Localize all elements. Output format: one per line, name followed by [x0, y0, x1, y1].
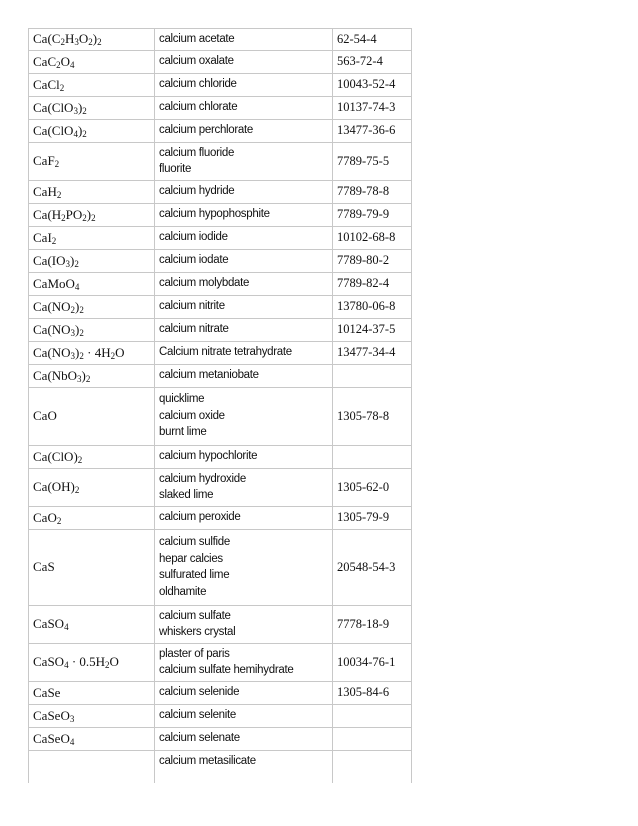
cas-number-cell: 7789-82-4 — [333, 272, 412, 295]
compound-name: oldhamite — [159, 585, 207, 598]
compound-name: calcium metaniobate — [159, 369, 259, 382]
formula-text: ) — [75, 298, 80, 314]
formula-subscript: 2 — [88, 37, 93, 48]
formula-text: CaCl — [33, 76, 60, 92]
formula-subscript: 4 — [64, 660, 69, 670]
formula-text: · 4H — [83, 344, 111, 360]
name-cell — [155, 704, 333, 727]
formula-cell — [29, 119, 155, 142]
cas-number-cell: 10137-74-3 — [333, 96, 412, 119]
formula-subscript: 2 — [60, 37, 65, 48]
formula-text: CaSO — [33, 616, 65, 631]
compound-name: Calcium nitrate tetrahydrate — [159, 346, 292, 359]
name-cell — [155, 529, 333, 605]
compound-name: calcium sulfide — [159, 536, 230, 548]
name-cell — [155, 29, 333, 51]
formula-subscript: 2 — [85, 373, 91, 384]
cas-number-cell — [333, 727, 412, 750]
name-cell — [155, 295, 333, 318]
formula-cell — [29, 704, 155, 727]
name-cell — [155, 142, 333, 180]
formula-text: Ca(IO — [33, 252, 66, 268]
formula-text: Ca(NbO — [33, 367, 78, 383]
table-row — [29, 119, 412, 142]
cas-number-cell: 1305-79-9 — [333, 506, 412, 529]
compound-name: burnt lime — [159, 426, 207, 439]
table-row — [29, 73, 412, 96]
compound-name: whiskers crystal — [159, 626, 236, 638]
formula-subscript: 3 — [70, 350, 76, 361]
name-cell — [155, 727, 333, 750]
formula-cell — [29, 468, 155, 506]
formula-cell — [29, 50, 155, 73]
cas-number-cell: 7789-78-8 — [333, 180, 412, 203]
formula-subscript: 2 — [56, 59, 61, 70]
formula-subscript: 3 — [70, 327, 76, 338]
table-row — [29, 387, 412, 445]
compound-name: calcium chloride — [159, 78, 237, 91]
formula-subscript: 2 — [56, 515, 62, 526]
cas-number-cell: 13477-36-6 — [333, 119, 412, 142]
formula-subscript: 2 — [105, 660, 110, 670]
formula-subscript: 2 — [51, 235, 57, 246]
formula-cell — [29, 605, 155, 643]
formula-subscript: 2 — [74, 485, 80, 495]
formula-cell — [29, 272, 155, 295]
name-cell — [155, 203, 333, 226]
formula-cell — [29, 318, 155, 341]
formula-subscript: 2 — [91, 212, 96, 223]
document-page — [28, 28, 411, 783]
formula-cell — [29, 226, 155, 249]
name-cell — [155, 249, 333, 272]
formula-subscript: 2 — [61, 212, 66, 223]
formula-text: O — [60, 53, 71, 69]
table-row — [29, 643, 412, 681]
name-cell — [155, 226, 333, 249]
table-row — [29, 249, 412, 272]
formula-subscript: 2 — [54, 159, 60, 169]
name-cell — [155, 180, 333, 203]
compound-name: calcium oxalate — [159, 55, 234, 68]
formula-text: Ca(ClO — [33, 99, 74, 115]
cas-number-cell: 1305-62-0 — [333, 468, 412, 506]
formula-text: CaC — [33, 53, 57, 69]
cas-number-cell: 7789-75-5 — [333, 142, 412, 180]
compound-name: calcium metasilicate — [159, 754, 256, 767]
compound-name: calcium perchlorate — [159, 124, 254, 137]
compound-name: sulfurated lime — [159, 569, 230, 581]
formula-text: · 0.5H — [68, 654, 106, 669]
compound-table-body — [29, 29, 412, 784]
name-cell — [155, 73, 333, 96]
formula-subscript: 4 — [73, 128, 78, 139]
name-cell — [155, 506, 333, 529]
name-cell — [155, 750, 333, 783]
name-cell — [155, 96, 333, 119]
formula-text: Ca(NO — [33, 298, 71, 314]
formula-subscript: 3 — [77, 373, 82, 384]
cas-number-cell: 7789-80-2 — [333, 249, 412, 272]
formula-text: CaO — [33, 509, 57, 525]
formula-text: O — [78, 31, 89, 47]
name-cell — [155, 387, 333, 445]
cas-number-cell — [333, 445, 412, 468]
name-cell — [155, 605, 333, 643]
formula-text: CaI — [33, 229, 52, 245]
formula-subscript: 2 — [110, 350, 116, 361]
formula-subscript: 2 — [82, 105, 87, 116]
compound-name: calcium sulfate hemihydrate — [159, 664, 294, 676]
name-cell — [155, 445, 333, 468]
table-row — [29, 681, 412, 704]
cas-number-cell: 7778-18-9 — [333, 605, 412, 643]
formula-cell — [29, 295, 155, 318]
table-row — [29, 750, 412, 783]
formula-subscript: 3 — [69, 713, 75, 724]
table-row — [29, 529, 412, 605]
formula-cell — [29, 180, 155, 203]
compound-name: calcium selenate — [159, 732, 240, 745]
compound-name: calcium hydride — [159, 185, 235, 198]
formula-text: Ca(OH) — [33, 479, 75, 494]
cas-number-cell — [333, 364, 412, 387]
formula-text: CaSe — [33, 684, 61, 700]
formula-text: ) — [75, 344, 80, 360]
table-row — [29, 96, 412, 119]
formula-cell — [29, 341, 155, 364]
formula-text: ) — [70, 252, 75, 268]
cas-number-cell — [333, 750, 412, 783]
formula-text: ) — [77, 99, 83, 115]
table-row — [29, 364, 412, 387]
formula-cell — [29, 445, 155, 468]
compound-name: calcium sulfate — [159, 609, 231, 622]
formula-text: Ca(ClO) — [33, 448, 78, 464]
formula-text: ) — [86, 206, 92, 222]
compound-name: calcium oxide — [159, 409, 225, 422]
cas-number-cell: 7789-79-9 — [333, 203, 412, 226]
compound-name: calcium selenide — [159, 686, 240, 699]
compound-name: calcium nitrate — [159, 323, 229, 336]
table-row — [29, 468, 412, 506]
cas-number-cell: 20548-54-3 — [333, 529, 412, 605]
formula-subscript: 3 — [74, 37, 79, 48]
formula-subscript: 2 — [74, 258, 79, 269]
formula-subscript: 2 — [79, 304, 84, 315]
cas-number-cell: 10043-52-4 — [333, 73, 412, 96]
formula-cell — [29, 29, 155, 51]
formula-subscript: 4 — [70, 59, 75, 70]
formula-text: CaSeO — [33, 730, 70, 746]
compound-name: calcium peroxide — [159, 511, 241, 524]
table-row — [29, 50, 412, 73]
formula-text: Ca(NO — [33, 321, 71, 337]
formula-subscript: 2 — [56, 189, 62, 200]
formula-cell — [29, 506, 155, 529]
compound-name: plaster of paris — [159, 647, 230, 660]
table-row — [29, 295, 412, 318]
formula-text: CaO — [33, 408, 57, 423]
formula-text: ) — [81, 367, 86, 383]
formula-cell — [29, 73, 155, 96]
cas-number-cell: 13780-06-8 — [333, 295, 412, 318]
formula-text: Ca(NO — [33, 344, 71, 360]
formula-text: H — [64, 31, 75, 47]
formula-subscript: 4 — [74, 281, 80, 292]
formula-text: O — [109, 654, 119, 669]
formula-cell — [29, 96, 155, 119]
formula-cell — [29, 529, 155, 605]
formula-subscript: 3 — [73, 105, 78, 116]
formula-subscript: 2 — [79, 350, 84, 361]
formula-text: O — [115, 344, 125, 360]
formula-cell — [29, 681, 155, 704]
formula-subscript: 2 — [97, 37, 102, 48]
compound-name: calcium iodate — [159, 254, 229, 267]
formula-cell — [29, 364, 155, 387]
cas-number-cell: 62-54-4 — [333, 29, 412, 51]
formula-text: CaF — [33, 153, 55, 168]
name-cell — [155, 468, 333, 506]
compound-name: slaked lime — [159, 489, 214, 501]
table-row — [29, 506, 412, 529]
compound-name: calcium nitrite — [159, 300, 225, 313]
table-row — [29, 272, 412, 295]
name-cell — [155, 272, 333, 295]
cas-number-cell: 10124-37-5 — [333, 318, 412, 341]
compound-name: hepar calcies — [159, 552, 223, 565]
formula-text: Ca(C — [33, 31, 61, 47]
formula-text: ) — [75, 321, 80, 337]
table-row — [29, 605, 412, 643]
table-row — [29, 142, 412, 180]
formula-text: Ca(ClO — [33, 122, 74, 138]
compound-name: calcium fluoride — [159, 146, 235, 159]
cas-number-cell: 13477-34-4 — [333, 341, 412, 364]
formula-cell — [29, 727, 155, 750]
formula-text: ) — [77, 122, 83, 138]
cas-number-cell: 563-72-4 — [333, 50, 412, 73]
compound-name: quicklime — [159, 393, 205, 406]
cas-number-cell: 1305-84-6 — [333, 681, 412, 704]
formula-subscript: 2 — [82, 128, 87, 139]
compound-name: calcium molybdate — [159, 277, 250, 290]
formula-subscript: 4 — [64, 622, 69, 632]
formula-text: CaMoO — [33, 275, 75, 291]
table-row — [29, 704, 412, 727]
table-row — [29, 341, 412, 364]
formula-subscript: 2 — [79, 327, 84, 338]
compound-name: calcium iodide — [159, 231, 228, 244]
formula-subscript: 2 — [70, 304, 76, 315]
compound-name: calcium chlorate — [159, 101, 238, 114]
table-row — [29, 318, 412, 341]
formula-text: CaSeO — [33, 707, 70, 723]
name-cell — [155, 318, 333, 341]
compound-name: calcium selenite — [159, 709, 237, 722]
formula-cell — [29, 203, 155, 226]
cas-number-cell: 10102-68-8 — [333, 226, 412, 249]
compound-name: calcium acetate — [159, 33, 235, 45]
formula-text: CaSO — [33, 654, 65, 669]
formula-text: CaS — [33, 559, 55, 574]
name-cell — [155, 643, 333, 681]
compound-name: calcium hydroxide — [159, 472, 246, 485]
cas-number-cell: 1305-78-8 — [333, 387, 412, 445]
compound-name: fluorite — [159, 163, 192, 175]
cas-number-cell: 10034-76-1 — [333, 643, 412, 681]
name-cell — [155, 50, 333, 73]
formula-cell — [29, 249, 155, 272]
formula-text: Ca(H — [33, 206, 62, 222]
formula-subscript: 2 — [77, 454, 83, 465]
table-row — [29, 180, 412, 203]
name-cell — [155, 681, 333, 704]
name-cell — [155, 341, 333, 364]
formula-subscript: 4 — [69, 736, 75, 747]
compound-name: calcium hypophosphite — [159, 208, 270, 221]
formula-subscript: 2 — [59, 82, 65, 93]
table-row — [29, 445, 412, 468]
table-row — [29, 29, 412, 51]
formula-text: CaH — [33, 183, 57, 199]
table-row — [29, 226, 412, 249]
formula-cell — [29, 643, 155, 681]
name-cell — [155, 119, 333, 142]
formula-subscript: 3 — [65, 258, 70, 269]
compound-table — [28, 28, 412, 783]
formula-cell — [29, 142, 155, 180]
cas-number-cell — [333, 704, 412, 727]
formula-subscript: 2 — [82, 212, 87, 223]
table-row — [29, 203, 412, 226]
formula-cell — [29, 750, 155, 783]
formula-text: ) — [92, 31, 98, 47]
table-row — [29, 727, 412, 750]
formula-text: PO — [65, 206, 83, 222]
formula-cell — [29, 387, 155, 445]
name-cell — [155, 364, 333, 387]
compound-name: calcium hypochlorite — [159, 450, 258, 463]
